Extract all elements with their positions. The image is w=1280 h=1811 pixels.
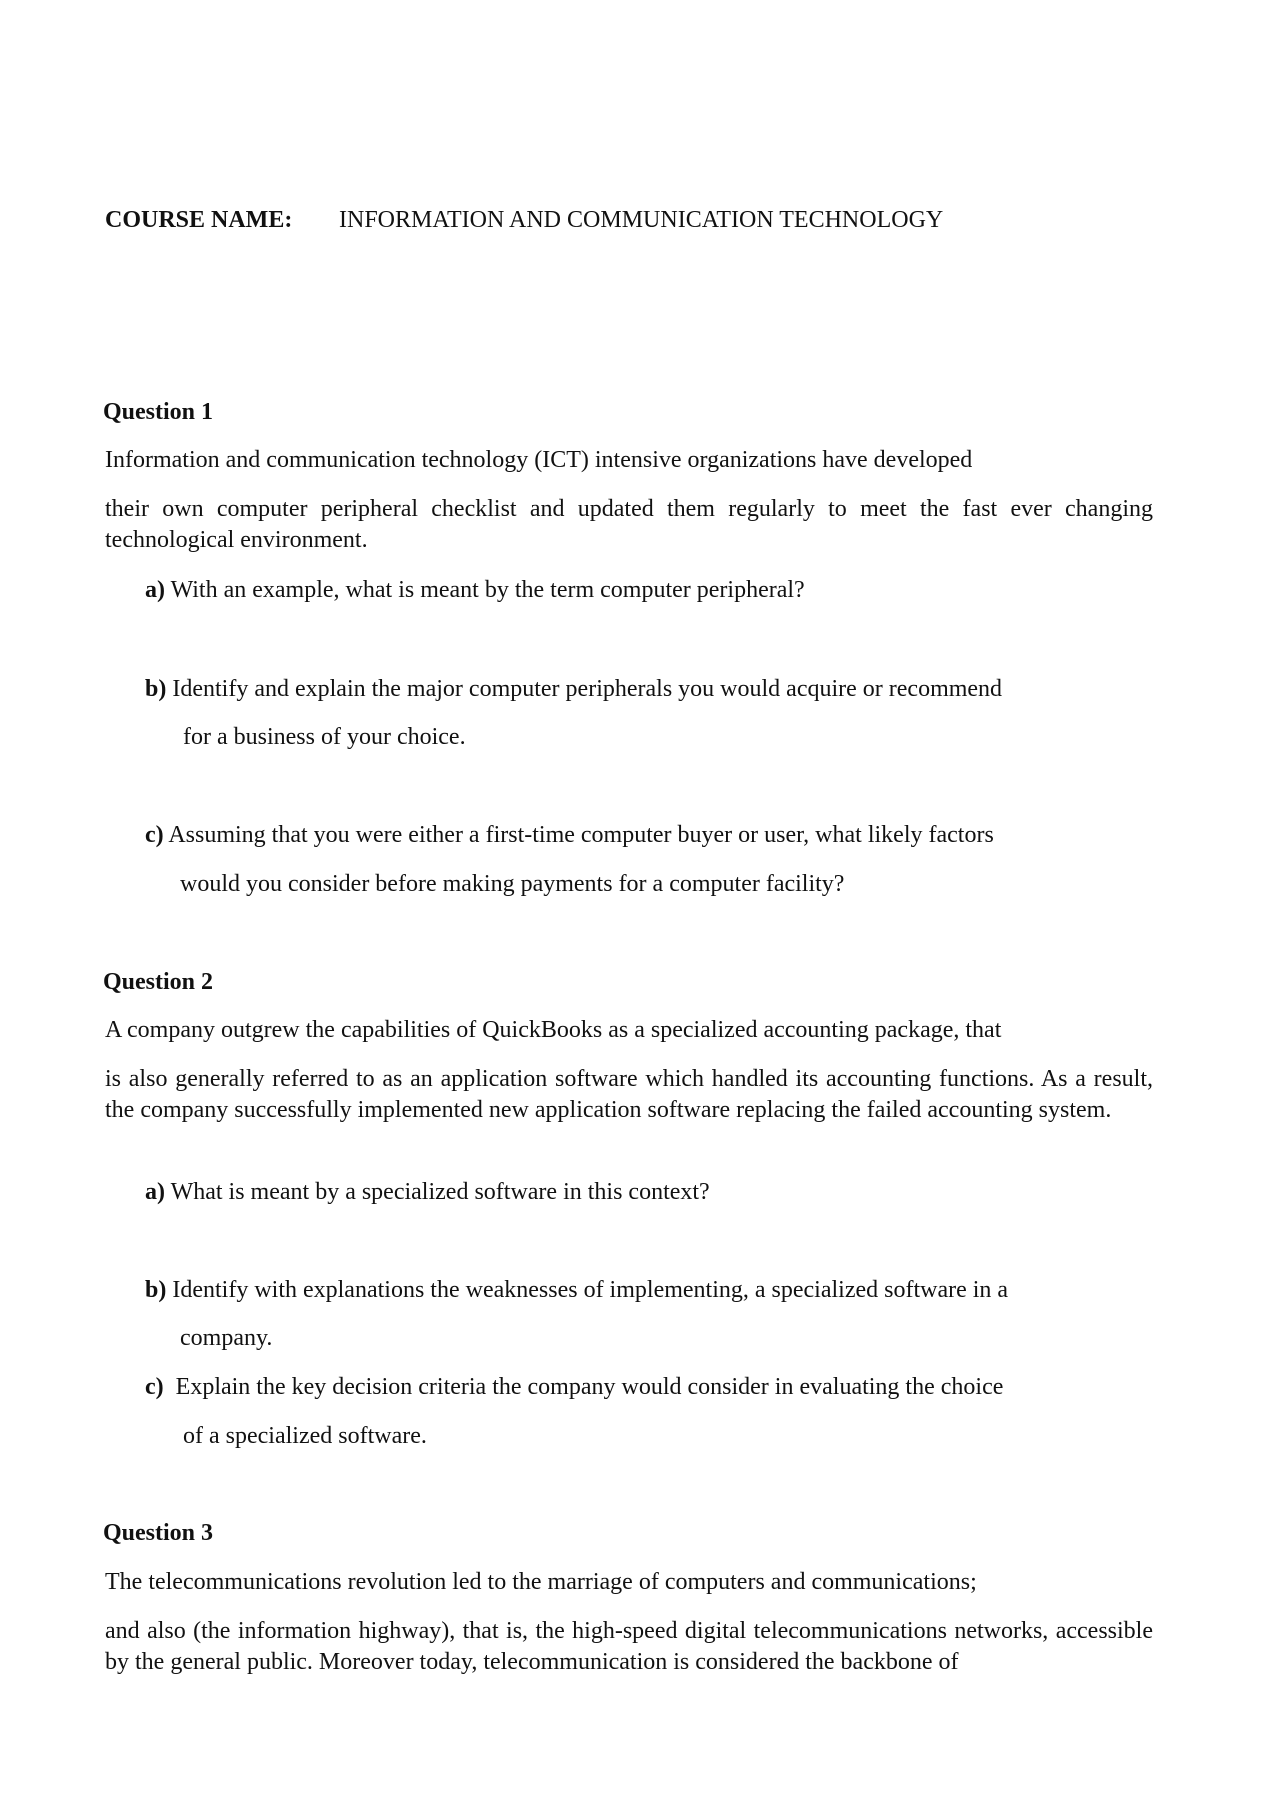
part-a-text: With an example, what is meant by the term computer peripheral? <box>165 577 805 603</box>
question-1-part-a <box>145 575 805 605</box>
part-b-marker: b) <box>145 676 167 702</box>
question-1-heading: Question 1 <box>103 399 214 425</box>
part-b-marker: b) <box>145 1277 167 1303</box>
part-a-marker: a) <box>145 1179 165 1205</box>
course-name-value: INFORMATION AND COMMUNICATION TECHNOLOGY <box>339 207 944 233</box>
part-c-marker: c) <box>145 822 164 848</box>
question-3-intro-line: The telecommunications revolution led to the marriage of computers and communications; <box>105 1569 977 1595</box>
course-name-label: COURSE NAME: <box>105 207 293 233</box>
question-2-part-c <box>145 1372 1003 1402</box>
question-1-intro-paragraph: their own computer peripheral checklist and updated them regularly to meet the fast ever changing technological environment. <box>105 496 1153 553</box>
part-b-text: Identify with explanations the weaknesses of implementing, a specialized software in a <box>166 1277 1009 1303</box>
question-3-heading: Question 3 <box>103 1520 214 1546</box>
question-2-part-b <box>145 1275 1008 1305</box>
part-a-marker: a) <box>145 577 165 603</box>
part-c-text: Assuming that you were either a first-time computer buyer or user, what likely factors <box>163 822 994 848</box>
question-1-part-b <box>145 674 1002 704</box>
question-1-intro-line: Information and communication technology (ICT) intensive organizations have developed <box>105 447 973 473</box>
question-2-intro-line: A company outgrew the capabilities of QuickBooks as a specialized accounting package, that <box>105 1017 1002 1043</box>
question-2-part-c-continuation: of a specialized software. <box>183 1423 427 1449</box>
question-1-part-c-continuation: would you consider before making payments for a computer facility? <box>180 871 845 897</box>
question-1-part-b-continuation: for a business of your choice. <box>183 724 466 750</box>
part-c-marker: c) <box>145 1374 164 1400</box>
question-2-heading: Question 2 <box>103 969 214 995</box>
question-2-part-b-continuation: company. <box>180 1325 273 1351</box>
question-2-intro-paragraph: is also generally referred to as an application software which handled its accounting functions. As a result, the company successfully implemented new application software replacing the failed accounting system. <box>105 1066 1153 1123</box>
part-a-text: What is meant by a specialized software in this context? <box>165 1179 710 1205</box>
part-b-text: Identify and explain the major computer peripherals you would acquire or recommend <box>166 676 1003 702</box>
question-1-part-c <box>145 820 994 850</box>
part-c-text: Explain the key decision criteria the company would consider in evaluating the choice <box>163 1374 1004 1400</box>
question-3-intro-paragraph: and also (the information highway), that is, the high-speed digital telecommunications networks, accessible by the general public. Moreover today, telecommunication is considered the backbone of <box>105 1618 1153 1675</box>
question-2-part-a <box>145 1177 710 1207</box>
